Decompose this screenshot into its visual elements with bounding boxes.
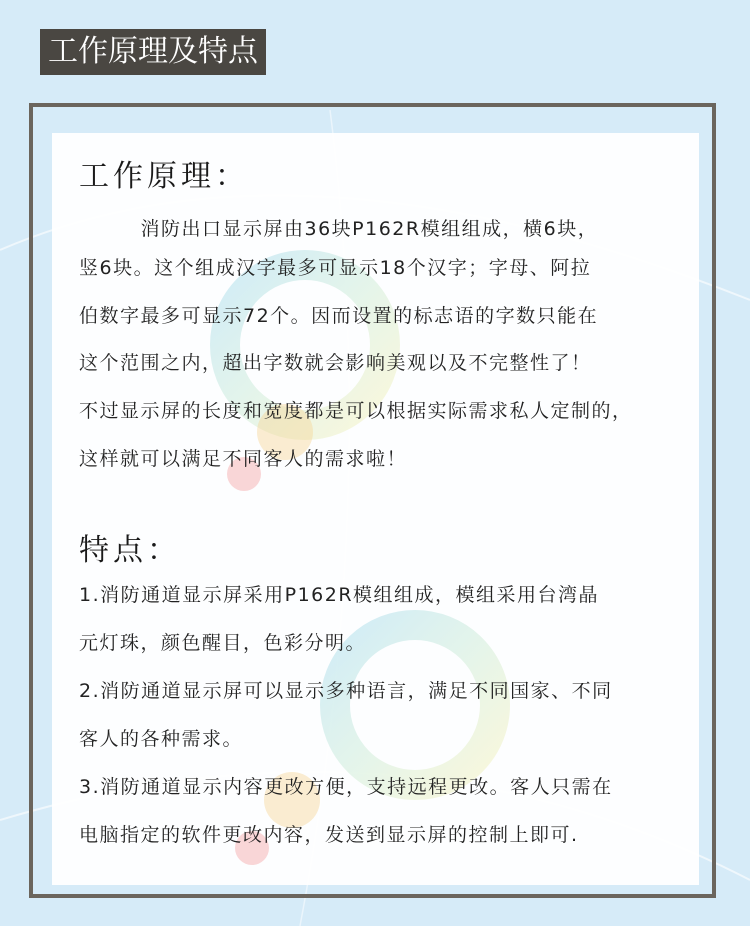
main-content xyxy=(52,133,712,885)
principle-line: 这个范围之内，超出字数就会影响美观以及不完整性了！ xyxy=(79,352,592,374)
principle-line: 伯数字最多可显示72个。因而设置的标志语的字数只能在 xyxy=(79,305,599,327)
features-title: 特点： xyxy=(79,533,181,568)
feature-line: 元灯珠，颜色醒目，色彩分明。 xyxy=(79,632,367,654)
feature-line: 3.消防通道显示内容更改方便，支持远程更改。客人只需在 xyxy=(79,776,613,798)
feature-line: 电脑指定的软件更改内容，发送到显示屏的控制上即可. xyxy=(79,824,579,846)
principle-title: 工作原理： xyxy=(79,159,249,194)
principle-line: 不过显示屏的长度和宽度都是可以根据实际需求私人定制的， xyxy=(79,400,633,422)
feature-line: 2.消防通道显示屏可以显示多种语言，满足不同国家、不同 xyxy=(79,680,613,702)
feature-line: 客人的各种需求。 xyxy=(79,728,244,750)
feature-line: 1.消防通道显示屏采用P162R模组组成，模组采用台湾晶 xyxy=(79,584,600,606)
page-title: 工作原理及特点 xyxy=(40,29,266,75)
principle-line: 消防出口显示屏由36块P162R模组组成，横6块， xyxy=(79,218,599,240)
principle-line: 竖6块。这个组成汉字最多可显示18个汉字；字母、阿拉 xyxy=(79,257,592,279)
principle-line: 这样就可以满足不同客人的需求啦！ xyxy=(79,448,408,470)
